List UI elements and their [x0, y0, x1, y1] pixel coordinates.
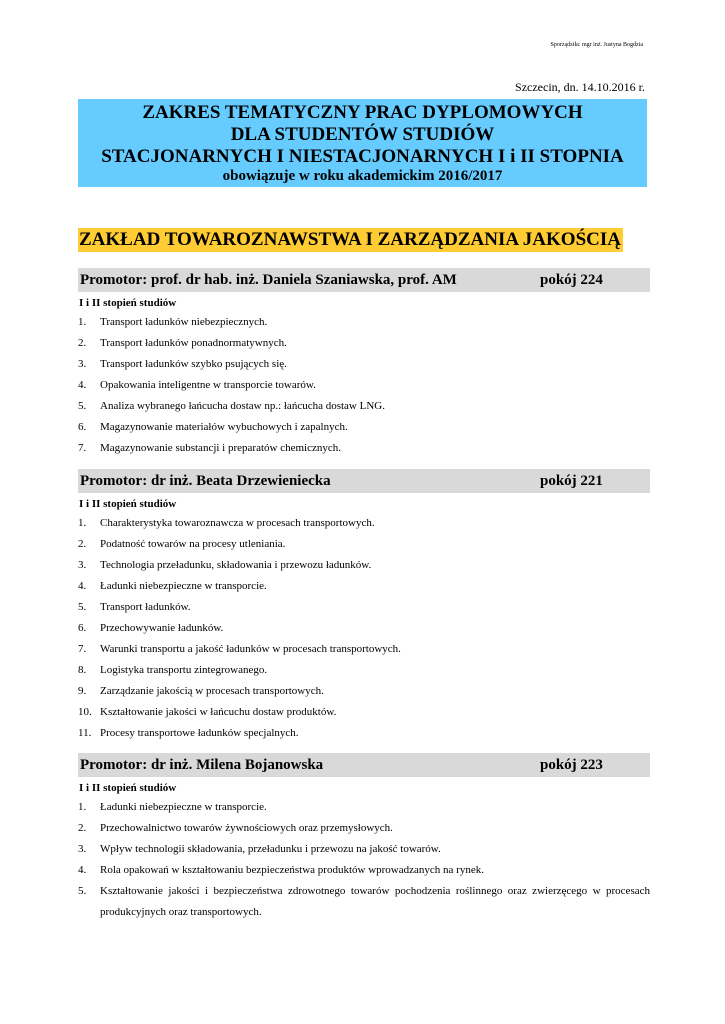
topic-text: Opakowania inteligentne w transporcie towarów. — [100, 379, 316, 391]
academic-year-subtitle: obowiązuje w roku akademickim 2016/2017 — [222, 168, 503, 184]
title-line-1: ZAKRES TEMATYCZNY PRAC DYPLOMOWYCH — [142, 102, 583, 123]
topic-text: Technologia przeładunku, składowania i przewozu ładunków. — [100, 559, 372, 571]
topic-text: Transport ładunków niebezpiecznych. — [100, 316, 268, 328]
topic-item — [78, 818, 650, 839]
topic-number: 4. — [78, 379, 87, 391]
topic-number: 2. — [78, 337, 87, 349]
topic-number: 5. — [78, 885, 87, 897]
document-date: Szczecin, dn. 14.10.2016 r. — [515, 80, 645, 94]
topic-number: 1. — [78, 316, 87, 328]
topic-item — [78, 375, 650, 396]
topic-number: 9. — [78, 685, 87, 697]
topic-text: Ładunki niebezpieczne w transporcie. — [100, 580, 267, 592]
promotor-bar — [78, 753, 650, 777]
topic-item — [78, 797, 650, 818]
topic-number: 5. — [78, 400, 87, 412]
topic-text: Podatność towarów na procesy utleniania. — [100, 538, 286, 550]
topic-text: Analiza wybranego łańcucha dostaw np.: łańcucha dostaw LNG. — [100, 400, 385, 412]
topic-number: 1. — [78, 801, 87, 813]
room-number: pokój 223 — [540, 757, 603, 773]
author-note: Sporządziła: mgr inż. Justyna Bogdzia — [550, 42, 643, 48]
topic-text: Transport ładunków ponadnormatywnych. — [100, 337, 287, 349]
topic-text: Charakterystyka towaroznawcza w procesach transportowych. — [100, 517, 375, 529]
topic-text: Logistyka transportu zintegrowanego. — [100, 664, 268, 676]
promotor-section — [78, 469, 650, 744]
topic-item — [78, 618, 650, 639]
topic-number: 7. — [78, 643, 87, 655]
promotor-bar — [78, 469, 650, 493]
topic-text: Wpływ technologii składowania, przeładunku i przewozu na jakość towarów. — [100, 843, 441, 855]
topic-item — [78, 860, 650, 881]
topic-number: 6. — [78, 421, 87, 433]
topic-number: 5. — [78, 601, 87, 613]
room-number: pokój 221 — [540, 473, 603, 489]
topic-number: 10. — [78, 706, 92, 718]
topic-number: 3. — [78, 843, 87, 855]
topic-item — [78, 555, 650, 576]
study-level-label: I i II stopień studiów — [79, 782, 177, 794]
topic-number: 2. — [78, 538, 87, 550]
topic-item — [78, 576, 650, 597]
topic-list — [78, 797, 650, 923]
topic-item — [78, 354, 650, 375]
topic-number: 4. — [78, 864, 87, 876]
title-line-3: STACJONARNYCH I NIESTACJONARNYCH I i II STOPNIA — [101, 146, 624, 167]
topic-text: Ładunki niebezpieczne w transporcie. — [100, 801, 267, 813]
topic-text: Zarządzanie jakością w procesach transportowych. — [100, 685, 324, 697]
title-line-2: DLA STUDENTÓW STUDIÓW — [230, 124, 495, 145]
topic-list — [78, 513, 650, 744]
topic-number: 1. — [78, 517, 87, 529]
topic-item — [78, 660, 650, 681]
department-heading: ZAKŁAD TOWAROZNAWSTWA I ZARZĄDZANIA JAKOŚCIĄ — [79, 229, 621, 250]
promotor-name: Promotor: dr inż. Beata Drzewieniecka — [80, 473, 331, 489]
topic-item — [78, 723, 650, 744]
promotor-bar — [78, 268, 650, 292]
topic-item — [78, 417, 650, 438]
topic-text: Transport ładunków. — [100, 601, 191, 613]
topic-item — [78, 702, 650, 723]
topic-number: 3. — [78, 559, 87, 571]
room-number: pokój 224 — [540, 272, 603, 288]
topic-item — [78, 396, 650, 417]
document-title-box — [78, 99, 647, 187]
topic-item — [78, 438, 650, 459]
topic-item — [78, 681, 650, 702]
topic-text: Warunki transportu a jakość ładunków w procesach transportowych. — [100, 643, 401, 655]
topic-text: Przechowywanie ładunków. — [100, 622, 224, 634]
topic-item — [78, 534, 650, 555]
topic-text: Kształtowanie jakości w łańcuchu dostaw produktów. — [100, 706, 337, 718]
topic-item — [78, 639, 650, 660]
topic-text: Przechowalnictwo towarów żywnościowych oraz przemysłowych. — [100, 822, 393, 834]
topic-text: Rola opakowań w kształtowaniu bezpieczeństwa produktów wprowadzanych na rynek. — [100, 864, 484, 876]
topic-text: Kształtowanie jakości i bezpieczeństwa zdrowotnego towarów pochodzenia roślinnego oraz zwierzęcego w procesach produkcyjnych oraz transportowych. — [100, 885, 650, 918]
topic-item — [78, 839, 650, 860]
topic-item — [78, 881, 650, 923]
topic-number: 6. — [78, 622, 87, 634]
topic-item — [78, 333, 650, 354]
study-level-label: I i II stopień studiów — [79, 297, 177, 309]
topic-text: Transport ładunków szybko psujących się. — [100, 358, 287, 370]
topic-number: 3. — [78, 358, 87, 370]
study-level-label: I i II stopień studiów — [79, 498, 177, 510]
topic-number: 8. — [78, 664, 87, 676]
promotor-section — [78, 753, 650, 923]
topic-text: Procesy transportowe ładunków specjalnych. — [100, 727, 299, 739]
topic-number: 11. — [78, 727, 92, 739]
topic-number: 4. — [78, 580, 87, 592]
topic-number: 2. — [78, 822, 87, 834]
topic-text: Magazynowanie materiałów wybuchowych i zapalnych. — [100, 421, 348, 433]
topic-item — [78, 513, 650, 534]
promotor-name: Promotor: prof. dr hab. inż. Daniela Szaniawska, prof. AM — [80, 272, 457, 288]
topic-number: 7. — [78, 442, 87, 454]
promotor-name: Promotor: dr inż. Milena Bojanowska — [80, 757, 324, 773]
topic-item — [78, 312, 650, 333]
topic-list — [78, 312, 650, 459]
topic-text: Magazynowanie substancji i preparatów chemicznych. — [100, 442, 341, 454]
promotor-section — [78, 268, 650, 459]
topic-item — [78, 597, 650, 618]
